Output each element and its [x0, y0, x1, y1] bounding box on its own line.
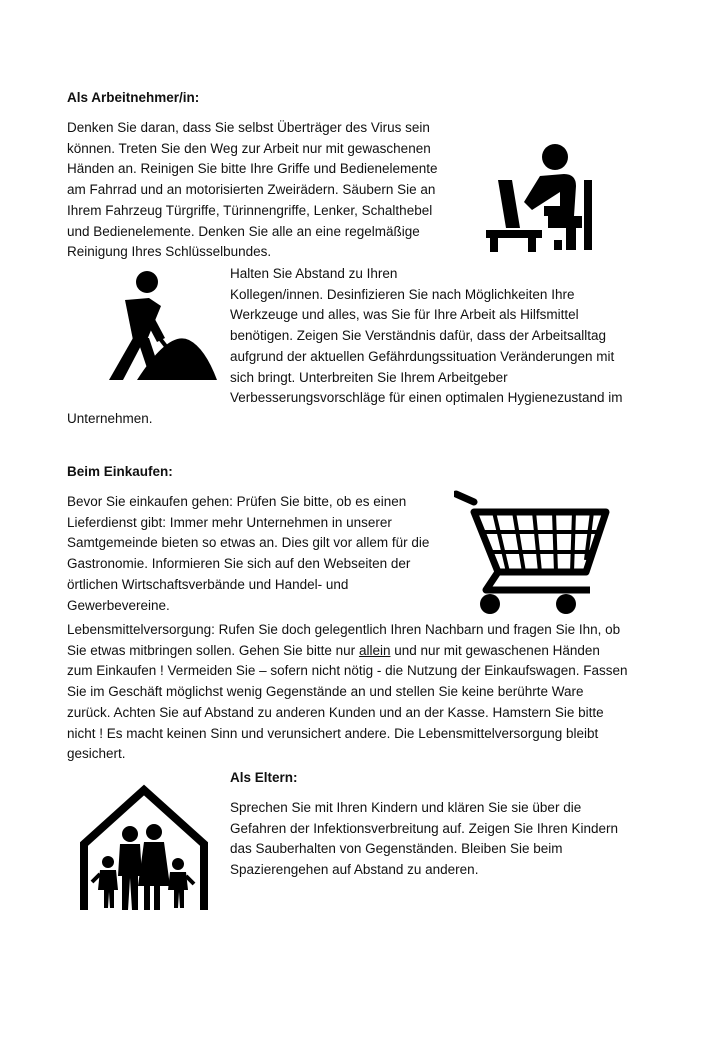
text-line: zurück. Achten Sie auf Abstand zu anderen Kunden und an der Kasse. Hamstern Sie bitte	[67, 704, 604, 720]
text-line: Werkzeuge und alles, was Sie für Ihre Arbeit als Hilfsmittel	[230, 307, 579, 323]
text-line: Sprechen Sie mit Ihren Kindern und klären Sie sie über die	[230, 800, 582, 815]
text-line: Sie im Geschäft möglichst wenig Gegenstände an und stellen Sie keine berührte Ware	[67, 684, 584, 700]
text-line: Spazierengehen auf Abstand zu anderen.	[230, 862, 479, 878]
text-line: können. Treten Sie den Weg zur Arbeit nur mit gewaschenen	[67, 140, 431, 156]
text-line: Lebensmittelversorgung: Rufen Sie doch gelegentlich Ihren Nachbarn und fragen Sie Ihn, ob	[67, 622, 621, 637]
text-line: am Fahrrad und an motorisierten Zweirädern. Säubern Sie an	[67, 182, 436, 198]
text-line: Denken Sie daran, dass Sie selbst Überträger des Virus sein	[67, 120, 430, 135]
text-segment: Sie etwas mitbringen sollen. Gehen Sie bitte nur	[67, 642, 356, 658]
text-line: gesichert.	[67, 746, 126, 762]
construction-worker-icon	[77, 268, 219, 382]
text-line: Gefahren der Infektionsverbreitung auf. Zeigen Sie Ihren Kindern	[230, 820, 618, 836]
emphasis-alone: allein	[358, 642, 391, 658]
text-line: zum Einkaufen ! Vermeiden Sie – sofern nicht nötig - die Nutzung der Einkaufswagen. Fassen	[67, 663, 628, 679]
text-line: aufgrund der aktuellen Gefährdungssituation Veränderungen mit	[230, 348, 615, 364]
text-line: Bevor Sie einkaufen gehen: Prüfen Sie bitte, ob es einen	[67, 494, 407, 509]
text-line: Lieferdienst gibt: Immer mehr Unternehmen in unserer	[67, 514, 392, 530]
text-line: das Sauberhalten von Gegenständen. Bleiben Sie beim	[230, 841, 563, 857]
text-segment: und nur mit gewaschenen Händen	[394, 642, 600, 658]
text-line: Verbesserungsvorschläge für einen optimalen Hygienezustand im	[230, 390, 623, 406]
family-house-icon	[74, 782, 214, 912]
text-line: örtlichen Wirtschaftsverbände und Handel- und	[67, 576, 349, 592]
text-line: Ihrem Fahrzeug Türgriffe, Türinnengriffe, Lenker, Schalthebel	[67, 202, 433, 218]
text-line: Gastronomie. Informieren Sie sich auf den Webseiten der	[67, 556, 411, 572]
text-line: sich bringt. Unterbreiten Sie Ihrem Arbeitgeber	[230, 369, 508, 385]
section-heading-parents: Als Eltern:	[230, 770, 298, 785]
section-heading-shopping: Beim Einkaufen:	[67, 464, 173, 479]
text-line: benötigen. Zeigen Sie Verständnis dafür, dass der Arbeitsalltag	[230, 328, 606, 344]
desk-worker-icon	[484, 140, 600, 254]
text-line: Kollegen/innen. Desinfizieren Sie nach Möglichkeiten Ihre	[230, 286, 575, 302]
text-line: Gewerbevereine.	[67, 597, 170, 613]
text-line: nicht ! Es macht keinen Sinn und verunsichert andere. Die Lebensmittelversorgung bleibt	[67, 725, 599, 741]
section-heading-employee: Als Arbeitnehmer/in:	[67, 90, 200, 105]
text-line: Händen an. Reinigen Sie bitte Ihre Griffe und Bedienelemente	[67, 161, 438, 177]
text-line	[67, 641, 600, 662]
text-line: Reinigung Ihres Schlüsselbundes.	[67, 244, 272, 260]
text-line: Samtgemeinde bieten so etwas an. Dies gilt vor allem für die	[67, 535, 430, 551]
text-line: Halten Sie Abstand zu Ihren	[230, 266, 398, 281]
shopping-cart-icon	[454, 490, 610, 616]
text-line: und Bedienelemente. Denken Sie alle an eine regelmäßige	[67, 223, 420, 239]
text-line: Unternehmen.	[67, 410, 153, 426]
